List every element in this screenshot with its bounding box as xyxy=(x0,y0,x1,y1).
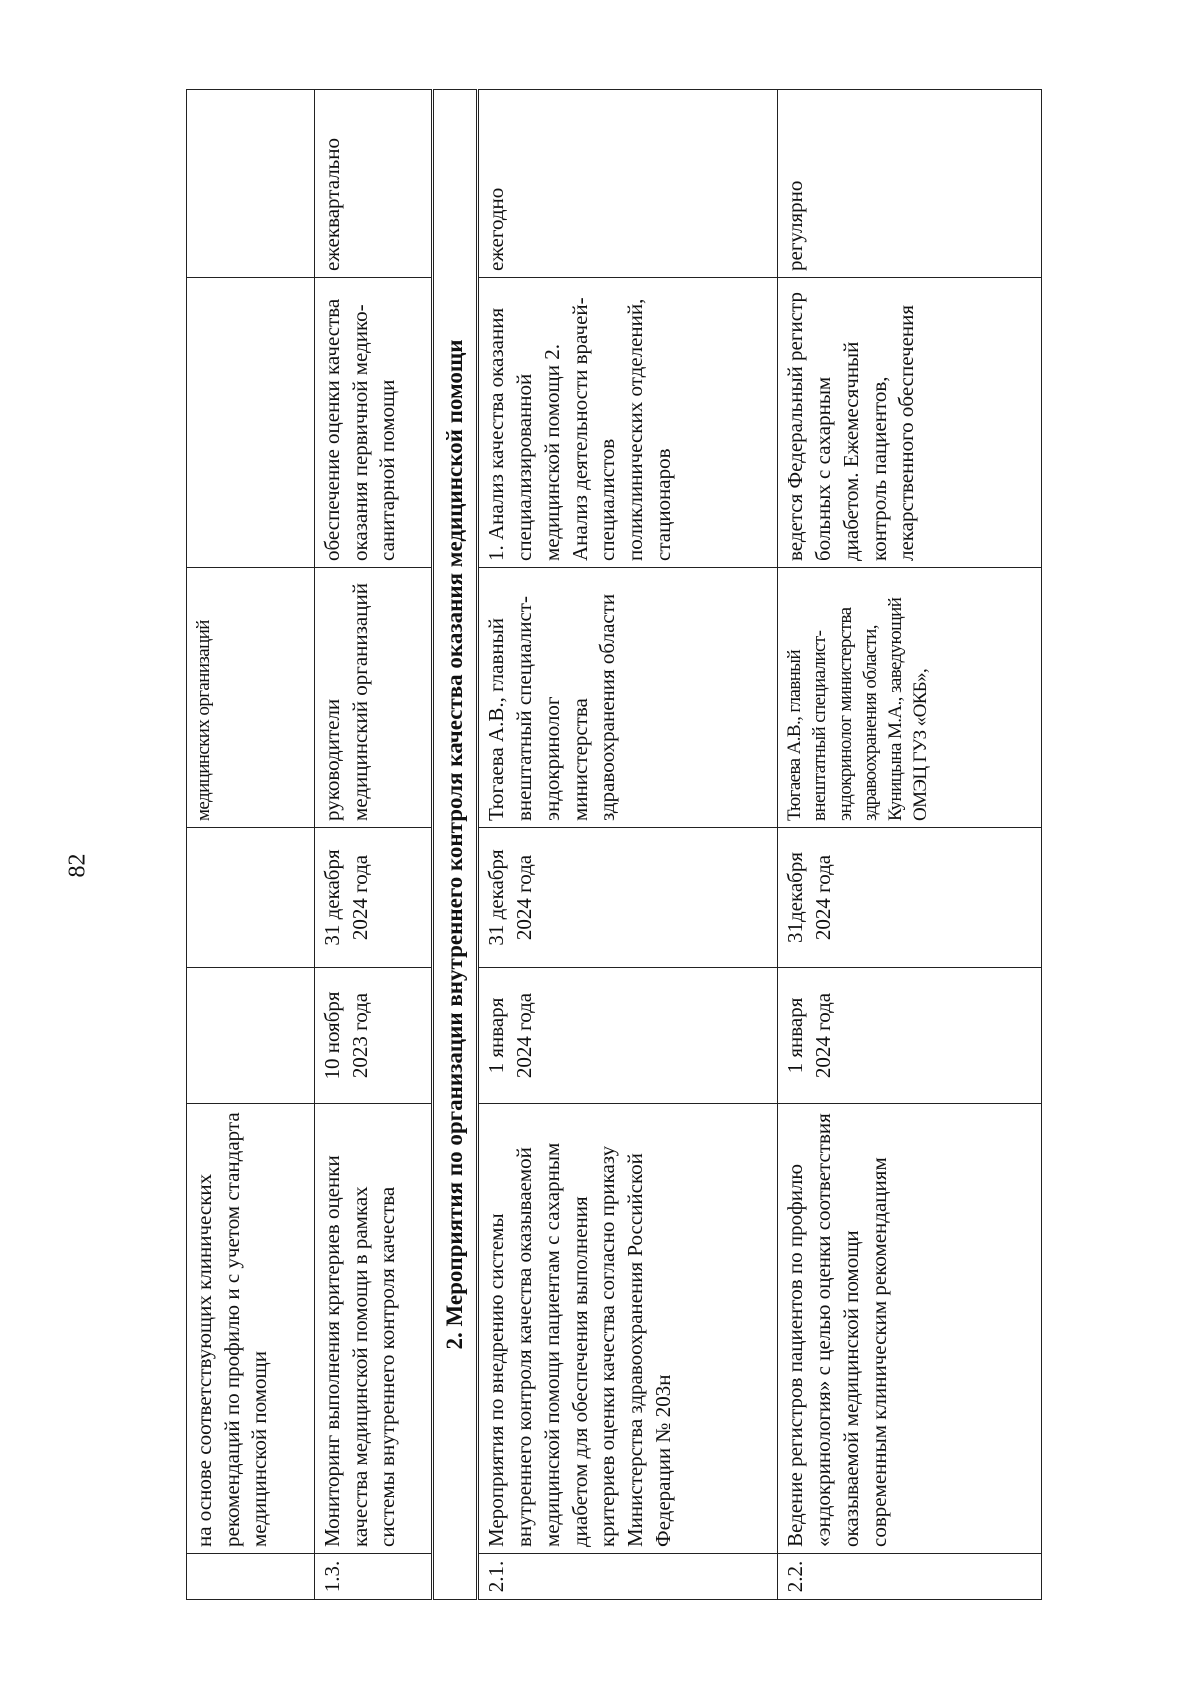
responsible-cell: Тюгаева А.В., главный внештатный специалист-эндокринолог министерства здравоохранения области xyxy=(478,568,778,828)
frequency-cell: ежеквартально xyxy=(315,90,433,278)
result-cell: обеспечение оценки качества оказания первичной медико-санитарной помощи xyxy=(315,278,433,568)
row-number: 2.2. xyxy=(778,1554,1042,1600)
end-date-cell xyxy=(187,828,315,968)
responsible-cell: Тюгаева А.В., главный внештатный специалист-эндокринолог министерства здравоохранения области, Куницына М.А., заведующий ОМЭЦ ГУЗ «ОКБ», xyxy=(778,568,1042,828)
start-date-cell xyxy=(187,968,315,1104)
frequency-cell: регулярно xyxy=(778,90,1042,278)
responsible-cell: руководители медицинский организаций xyxy=(315,568,433,828)
result-cell: ведется Федеральный регистр больных с сахарным диабетом. Ежемесячный контроль пациентов, лекарственного обеспечения xyxy=(778,278,1042,568)
table-row xyxy=(478,90,778,1600)
page-number: 82 xyxy=(64,853,91,878)
frequency-cell: ежегодно xyxy=(478,90,778,278)
end-date-cell: 31декабря 2024 года xyxy=(778,828,1042,968)
row-number: 1.3. xyxy=(315,1554,433,1600)
end-date-cell: 31 декабря 2024 года xyxy=(478,828,778,968)
row-number xyxy=(187,1554,315,1600)
responsible-cell: медицинских организаций xyxy=(187,568,315,828)
plan-table-container xyxy=(186,90,1036,1600)
table-row xyxy=(778,90,1042,1600)
section-title: 2. Мероприятия по организации внутреннего контроля качества оказания медицинской помощи xyxy=(433,90,478,1600)
plan-table xyxy=(186,89,1042,1600)
activity-cell: Мониторинг выполнения критериев оценки качества медицинской помощи в рамках системы внутреннего контроля качества xyxy=(315,1104,433,1554)
start-date-cell: 10 ноября 2023 года xyxy=(315,968,433,1104)
result-cell: 1. Анализ качества оказания специализированной медицинской помощи 2. Анализ деятельности врачей-специалистов поликлинических отделений, стационаров xyxy=(478,278,778,568)
start-date-cell: 1 января 2024 года xyxy=(778,968,1042,1104)
end-date-cell: 31 декабря 2024 года xyxy=(315,828,433,968)
table-row xyxy=(315,90,433,1600)
activity-cell: Ведение регистров пациентов по профилю «эндокринология» с целью оценки соответствия оказываемой медицинской помощи современным клиническим рекомендациям xyxy=(778,1104,1042,1554)
activity-cell: на основе соответствующих клинических рекомендаций по профилю и с учетом стандарта медицинской помощи xyxy=(187,1104,315,1554)
frequency-cell xyxy=(187,90,315,278)
row-number: 2.1. xyxy=(478,1554,778,1600)
section-header-row xyxy=(433,90,478,1600)
result-cell xyxy=(187,278,315,568)
table-row xyxy=(187,90,315,1600)
activity-cell: Мероприятия по внедрению системы внутреннего контроля качества оказываемой медицинской помощи пациентам с сахарным диабетом для обеспечения выполнения критериев оценки качества согласно приказу Министерства здравоохранения Российской Федерации № 203н xyxy=(478,1104,778,1554)
start-date-cell: 1 января 2024 года xyxy=(478,968,778,1104)
